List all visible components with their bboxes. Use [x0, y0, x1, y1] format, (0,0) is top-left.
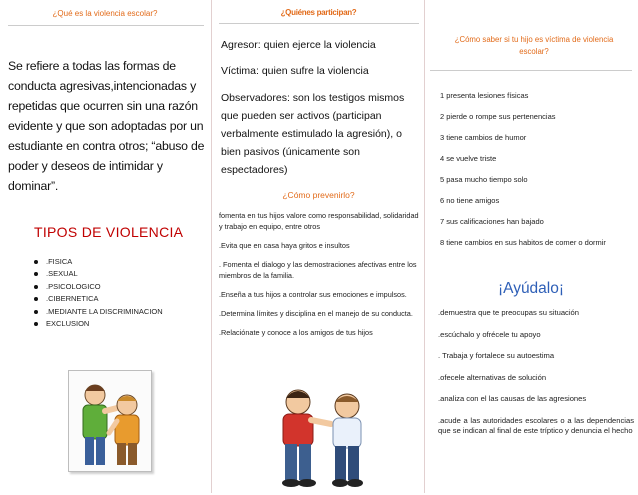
list-item: fomenta en tus hijos valore como responsabilidad, solidaridad y trabajo en equipo, entre otros	[219, 211, 419, 231]
panel-who-participates	[213, 0, 424, 493]
list-item: .demuestra que te preocupas su situación	[438, 308, 579, 317]
list-item: 7 sus calificaciones han bajado	[440, 217, 544, 226]
types-list	[34, 256, 163, 330]
bullet-icon	[34, 285, 38, 289]
list-item: .ofecele alternativas de solución	[438, 372, 547, 382]
panel-how-to-know	[424, 0, 638, 493]
divider-line	[8, 25, 204, 26]
role-observers: Observadores: son los testigos mismos que pueden ser activos (participan verbalmente estimulado la agresión), o bien pasivos (únicamente son espectadores)	[221, 92, 405, 176]
list-item: .acude a las autoridades escolares o a las dependencias que se indican al final de este tríptico y denuncia el hecho	[438, 415, 634, 435]
list-item: .SEXUAL	[34, 268, 163, 280]
bullet-icon	[34, 297, 38, 301]
help-title: ¡Ayúdalo¡	[497, 280, 565, 297]
list-item: .Evita que en casa haya gritos e insultos	[219, 241, 350, 250]
question-who-participates: ¿Quiénes participan?	[280, 8, 357, 17]
list-item: 5 pasa mucho tiempo solo	[440, 175, 528, 184]
kids-pushing-illustration	[243, 380, 393, 490]
list-item: 6 no tiene amigos	[440, 196, 500, 205]
divider-line	[430, 70, 632, 71]
list-item: 2 pierde o rompe sus pertenencias	[440, 112, 556, 121]
role-aggressor: Agresor: quien ejerce la violencia	[221, 39, 376, 51]
list-item: . Fomenta el dialogo y las demostraciones afectivas entre los miembros de la familia.	[219, 260, 417, 280]
roles-list	[221, 37, 421, 179]
list-item: .Relaciónate y conoce a los amigos de tus hijos	[219, 328, 373, 337]
list-item: .Determina límites y disciplina en el manejo de su conducta.	[219, 309, 413, 318]
list-item: .MEDIANTE LA DISCRIMINACION	[34, 306, 163, 318]
list-item: .escúchalo y ofrécele tu apoyo	[438, 329, 541, 339]
list-item: .PSICOLOGICO	[34, 281, 163, 293]
panel-what-is-violence	[0, 0, 210, 493]
list-item: .analiza con el las causas de las agresiones	[438, 394, 587, 403]
bullet-icon	[34, 272, 38, 276]
list-item: .Enseña a tus hijos a controlar sus emociones e impulsos.	[219, 290, 407, 299]
list-item: 1 presenta lesiones físicas	[440, 91, 529, 100]
prevention-tips	[219, 210, 422, 338]
help-list	[438, 308, 634, 437]
bullying-illustration	[68, 370, 152, 472]
types-title: TIPOS DE VIOLENCIA	[34, 224, 184, 240]
list-item: 8 tiene cambios en sus habitos de comer o dormir	[440, 238, 606, 247]
prevent-title: ¿Cómo prevenirlo?	[282, 190, 355, 200]
bullet-icon	[34, 322, 38, 326]
divider-line	[219, 23, 419, 24]
question-how-to-know: ¿Cómo saber si tu hijo es víctima de violencia escolar?	[454, 35, 614, 56]
list-item: 4 se vuelve triste	[440, 154, 497, 163]
list-item: .CIBERNETICA	[34, 293, 163, 305]
definition-text: Se refiere a todas las formas de conducta agresivas,intencionadas y repetidas que ocurren sin una razón evidente y que son adoptadas por un estudiante en contra otros; “abuso de poder y deseos de intimidar y dominar”.	[8, 59, 205, 193]
list-item: .FISICA	[34, 256, 163, 268]
bullet-icon	[34, 260, 38, 264]
question-what-is: ¿Qué es la violencia escolar?	[52, 9, 158, 18]
list-item: 3 tiene cambios de humor	[440, 133, 527, 142]
role-victim: Víctima: quien sufre la violencia	[221, 65, 369, 77]
list-item: EXCLUSION	[34, 318, 163, 330]
bullet-icon	[34, 310, 38, 314]
list-item: . Trabaja y fortalece su autoestima	[438, 351, 555, 360]
panel-divider	[211, 0, 212, 493]
warning-signs-list	[440, 85, 606, 253]
